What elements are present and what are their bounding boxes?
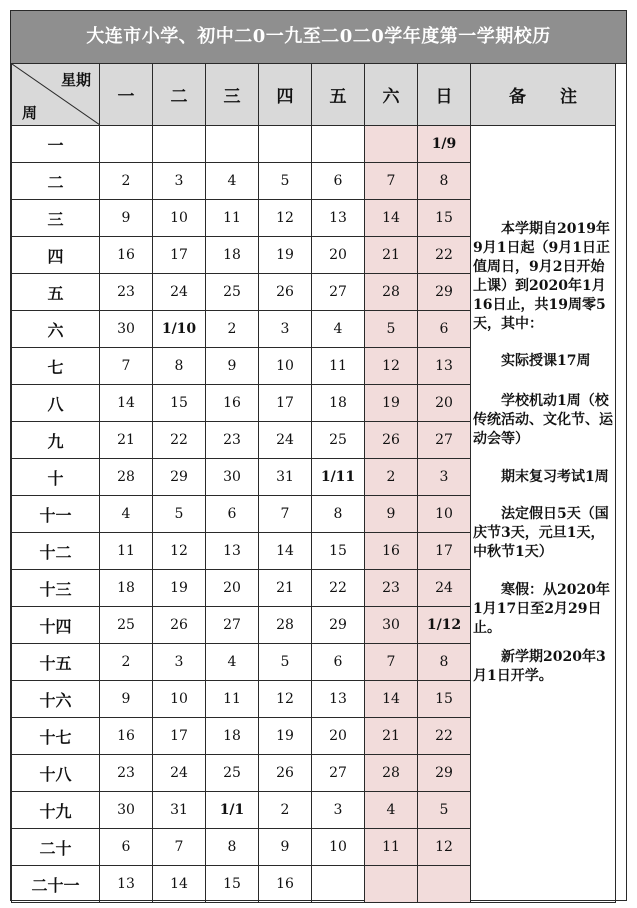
day-cell (312, 126, 365, 163)
day-cell: 4 (206, 644, 259, 681)
day-cell: 30 (100, 792, 153, 829)
day-cell: 7 (100, 348, 153, 385)
day-cell: 3 (153, 644, 206, 681)
week-number-cell: 十五 (12, 644, 100, 681)
header-row (12, 64, 616, 126)
day-cell: 6 (312, 163, 365, 200)
day-cell: 18 (100, 570, 153, 607)
day-cell: 28 (100, 459, 153, 496)
week-number-cell: 八 (12, 385, 100, 422)
day-cell: 7 (365, 644, 418, 681)
day-cell: 2 (365, 459, 418, 496)
day-cell: 29 (312, 607, 365, 644)
day-cell (206, 126, 259, 163)
calendar-title: 大连市小学、初中二0一九至二0二0学年度第一学期校历 (11, 11, 626, 64)
day-cell: 18 (206, 718, 259, 755)
week-number-cell: 三 (12, 200, 100, 237)
day-cell: 2 (100, 644, 153, 681)
day-cell: 2 (259, 792, 312, 829)
day-cell: 26 (365, 422, 418, 459)
day-header-sun: 日 (418, 64, 471, 126)
day-cell: 6 (100, 829, 153, 866)
day-cell: 1/11 (312, 459, 365, 496)
day-header-sat: 六 (365, 64, 418, 126)
day-cell: 5 (259, 163, 312, 200)
day-cell: 12 (418, 829, 471, 866)
day-cell (100, 126, 153, 163)
note-review: 期末复习考试1周 (501, 469, 609, 485)
day-cell: 8 (312, 496, 365, 533)
day-cell: 20 (206, 570, 259, 607)
week-number-cell: 二十 (12, 829, 100, 866)
day-cell: 13 (312, 200, 365, 237)
day-cell: 26 (259, 755, 312, 792)
day-cell: 9 (100, 681, 153, 718)
day-cell: 10 (259, 348, 312, 385)
day-cell: 24 (153, 755, 206, 792)
day-cell: 3 (418, 459, 471, 496)
day-cell (365, 126, 418, 163)
day-cell: 10 (153, 200, 206, 237)
day-cell: 22 (153, 422, 206, 459)
day-cell: 18 (206, 237, 259, 274)
day-cell: 15 (153, 385, 206, 422)
day-cell: 23 (365, 570, 418, 607)
day-cell: 22 (418, 237, 471, 274)
day-cell: 17 (153, 718, 206, 755)
note-next-term: 新学期2020年3月1日开学。 (473, 649, 606, 684)
day-cell: 25 (100, 607, 153, 644)
day-cell: 20 (312, 718, 365, 755)
day-cell: 14 (365, 200, 418, 237)
day-cell: 28 (259, 607, 312, 644)
week-number-cell: 九 (12, 422, 100, 459)
day-cell: 25 (206, 755, 259, 792)
day-cell: 5 (259, 644, 312, 681)
day-cell: 19 (153, 570, 206, 607)
day-cell: 15 (418, 200, 471, 237)
day-cell: 10 (418, 496, 471, 533)
day-cell: 12 (153, 533, 206, 570)
day-cell: 5 (418, 792, 471, 829)
day-cell: 11 (100, 533, 153, 570)
day-cell: 31 (259, 459, 312, 496)
day-cell: 14 (153, 866, 206, 903)
day-cell: 20 (418, 385, 471, 422)
day-cell: 21 (365, 237, 418, 274)
day-cell: 30 (365, 607, 418, 644)
day-cell: 8 (418, 163, 471, 200)
day-cell: 15 (206, 866, 259, 903)
day-cell: 10 (153, 681, 206, 718)
week-row (12, 126, 616, 163)
day-cell: 16 (206, 385, 259, 422)
week-number-cell: 四 (12, 237, 100, 274)
day-cell: 8 (206, 829, 259, 866)
day-cell: 13 (100, 866, 153, 903)
day-cell: 24 (418, 570, 471, 607)
day-cell: 2 (100, 163, 153, 200)
day-cell: 13 (418, 348, 471, 385)
week-number-cell: 十八 (12, 755, 100, 792)
day-cell: 1/12 (418, 607, 471, 644)
day-cell: 2 (206, 311, 259, 348)
day-cell: 16 (365, 533, 418, 570)
day-cell (418, 866, 471, 903)
week-number-cell: 十三 (12, 570, 100, 607)
school-calendar-sheet (10, 10, 627, 901)
day-cell: 28 (365, 755, 418, 792)
day-cell: 21 (259, 570, 312, 607)
day-cell: 8 (418, 644, 471, 681)
day-cell: 27 (206, 607, 259, 644)
note-teaching: 实际授课17周 (501, 353, 591, 369)
day-cell: 29 (153, 459, 206, 496)
day-cell: 16 (100, 718, 153, 755)
day-cell: 24 (259, 422, 312, 459)
day-cell: 27 (418, 422, 471, 459)
note-intro: 本学期自2019年9月1日起（9月1日正值周日，9月2日开始上课）到2020年1月16日止，共19周零5天，其中： (473, 221, 610, 332)
day-cell: 4 (100, 496, 153, 533)
notes-cell (471, 126, 616, 903)
day-cell: 1/1 (206, 792, 259, 829)
day-cell: 7 (153, 829, 206, 866)
week-number-cell: 七 (12, 348, 100, 385)
day-cell: 9 (206, 348, 259, 385)
week-number-cell: 二十一 (12, 866, 100, 903)
day-cell: 14 (365, 681, 418, 718)
day-cell: 6 (206, 496, 259, 533)
day-cell: 13 (312, 681, 365, 718)
day-cell: 1/9 (418, 126, 471, 163)
calendar-table (11, 63, 616, 903)
day-cell: 12 (365, 348, 418, 385)
day-cell: 25 (312, 422, 365, 459)
day-header-wed: 三 (206, 64, 259, 126)
day-cell: 30 (206, 459, 259, 496)
day-cell: 20 (312, 237, 365, 274)
day-cell: 10 (312, 829, 365, 866)
day-cell: 3 (312, 792, 365, 829)
day-cell: 14 (259, 533, 312, 570)
corner-header (12, 64, 100, 126)
week-number-cell: 六 (12, 311, 100, 348)
day-cell: 15 (312, 533, 365, 570)
day-cell: 7 (365, 163, 418, 200)
week-number-cell: 十一 (12, 496, 100, 533)
note-flexible: 学校机动1周（校传统活动、文化节、运动会等） (473, 393, 613, 447)
day-cell: 3 (259, 311, 312, 348)
day-header-fri: 五 (312, 64, 365, 126)
day-cell: 13 (206, 533, 259, 570)
day-cell: 30 (100, 311, 153, 348)
week-number-cell: 二 (12, 163, 100, 200)
calendar-body (12, 126, 616, 903)
corner-label-weekday: 星期 (60, 71, 91, 89)
day-cell: 1/10 (153, 311, 206, 348)
week-number-cell: 五 (12, 274, 100, 311)
day-cell: 16 (259, 866, 312, 903)
day-cell (312, 866, 365, 903)
day-cell: 6 (418, 311, 471, 348)
week-number-cell: 一 (12, 126, 100, 163)
day-cell: 12 (259, 681, 312, 718)
day-cell: 9 (365, 496, 418, 533)
day-cell: 6 (312, 644, 365, 681)
note-holidays: 法定假日5天（国庆节3天，元旦1天，中秋节1天） (473, 506, 609, 560)
day-cell: 22 (418, 718, 471, 755)
day-cell: 27 (312, 274, 365, 311)
day-cell: 31 (153, 792, 206, 829)
day-cell: 15 (418, 681, 471, 718)
day-cell: 17 (418, 533, 471, 570)
day-cell: 23 (100, 755, 153, 792)
day-cell: 28 (365, 274, 418, 311)
day-cell: 4 (206, 163, 259, 200)
day-cell: 23 (206, 422, 259, 459)
day-cell: 25 (206, 274, 259, 311)
notes-header: 备 注 (471, 64, 616, 126)
week-number-cell: 十九 (12, 792, 100, 829)
day-header-tue: 二 (153, 64, 206, 126)
week-number-cell: 十七 (12, 718, 100, 755)
day-cell: 17 (153, 237, 206, 274)
day-cell: 7 (259, 496, 312, 533)
note-winter: 寒假：从2020年1月17日至2月29日止。 (473, 582, 610, 636)
day-cell: 16 (100, 237, 153, 274)
day-cell: 4 (312, 311, 365, 348)
day-cell: 29 (418, 755, 471, 792)
day-cell: 26 (259, 274, 312, 311)
day-cell (365, 866, 418, 903)
day-cell: 29 (418, 274, 471, 311)
day-cell: 9 (259, 829, 312, 866)
week-number-cell: 十六 (12, 681, 100, 718)
day-cell: 11 (365, 829, 418, 866)
day-cell: 24 (153, 274, 206, 311)
day-cell: 5 (153, 496, 206, 533)
day-cell: 23 (100, 274, 153, 311)
day-cell: 17 (259, 385, 312, 422)
day-cell (259, 126, 312, 163)
day-cell: 11 (312, 348, 365, 385)
day-cell: 11 (206, 200, 259, 237)
day-cell: 19 (259, 718, 312, 755)
day-cell: 8 (153, 348, 206, 385)
day-header-mon: 一 (100, 64, 153, 126)
day-cell: 27 (312, 755, 365, 792)
week-number-cell: 十二 (12, 533, 100, 570)
day-header-thu: 四 (259, 64, 312, 126)
day-cell: 5 (365, 311, 418, 348)
day-cell: 18 (312, 385, 365, 422)
day-cell: 3 (153, 163, 206, 200)
day-cell: 12 (259, 200, 312, 237)
corner-label-week: 周 (22, 104, 38, 122)
day-cell: 19 (365, 385, 418, 422)
day-cell: 21 (100, 422, 153, 459)
day-cell: 9 (100, 200, 153, 237)
day-cell: 14 (100, 385, 153, 422)
week-number-cell: 十四 (12, 607, 100, 644)
day-cell: 26 (153, 607, 206, 644)
day-cell: 4 (365, 792, 418, 829)
day-cell: 19 (259, 237, 312, 274)
day-cell: 21 (365, 718, 418, 755)
day-cell: 22 (312, 570, 365, 607)
day-cell: 11 (206, 681, 259, 718)
day-cell (153, 126, 206, 163)
week-number-cell: 十 (12, 459, 100, 496)
